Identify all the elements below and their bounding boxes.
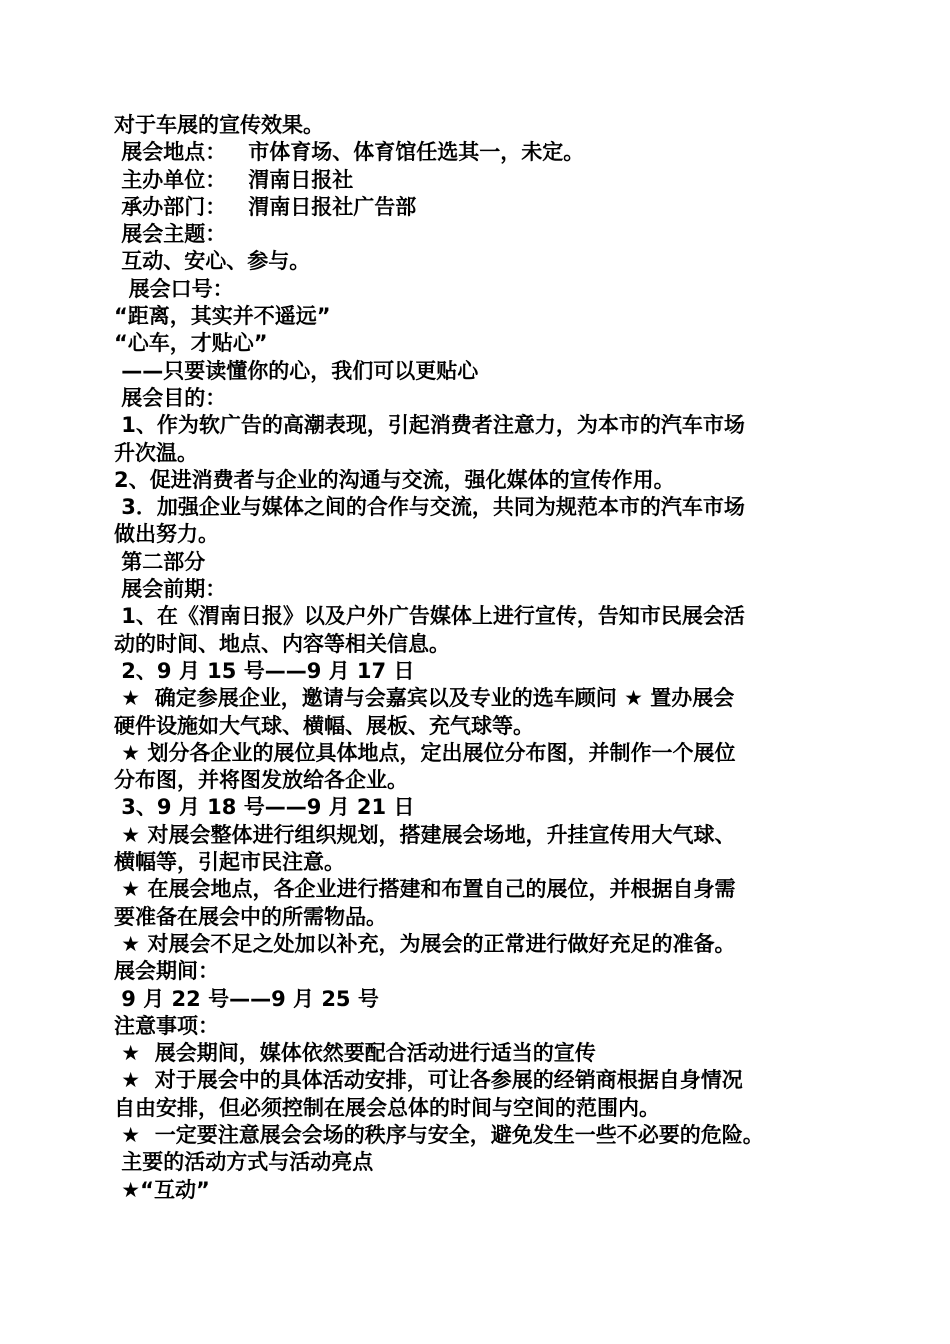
text-line: 互动、安心、参与。 xyxy=(114,249,311,274)
bullet-line: ★ 在展会地点，各企业进行搭建和布置自己的展位，并根据自身需 xyxy=(114,877,736,902)
section-heading: 第二部分 xyxy=(114,549,206,574)
date-line: 3、9 月 18 号——9 月 21 日 xyxy=(114,795,415,820)
bullet-line: ★ 对于展会中的具体活动安排，可让各参展的经销商根据自身情况 xyxy=(114,1068,743,1093)
text-line: 1、在《渭南日报》以及户外广告媒体上进行宣传，告知市民展会活 xyxy=(114,604,745,629)
text-line: 分布图，并将图发放给各企业。 xyxy=(114,768,408,793)
text-line: 展会地点： 市体育场、体育馆任选其一，未定。 xyxy=(114,140,585,165)
bullet-line: ★“互动” xyxy=(114,1177,210,1202)
text-line: 3．加强企业与媒体之间的合作与交流，共同为规范本市的汽车市场 xyxy=(114,495,745,520)
text-line: 动的时间、地点、内容等相关信息。 xyxy=(114,631,450,656)
text-line: 横幅等，引起市民注意。 xyxy=(114,850,345,875)
section-heading: 展会目的： xyxy=(114,385,227,410)
document-body xyxy=(114,112,844,1204)
slogan-line: “距离，其实并不遥远” xyxy=(114,304,331,329)
bullet-line: ★ 展会期间，媒体依然要配合活动进行适当的宣传 xyxy=(114,1041,596,1066)
text-line: 主办单位： 渭南日报社 xyxy=(114,167,354,192)
bullet-line: ★ 对展会不足之处加以补充，为展会的正常进行做好充足的准备。 xyxy=(114,931,736,956)
section-heading: 展会口号： xyxy=(114,276,234,301)
text-line: 自由安排，但必须控制在展会总体的时间与空间的范围内。 xyxy=(114,1095,660,1120)
bullet-line: ★ 一定要注意展会会场的秩序与安全，避免发生一些不必要的危险。 xyxy=(114,1122,764,1147)
date-line: 9 月 22 号——9 月 25 号 xyxy=(114,986,379,1011)
section-heading: 注意事项： xyxy=(114,1013,219,1038)
date-line: 2、9 月 15 号——9 月 17 日 xyxy=(114,658,415,683)
section-heading: 展会期间： xyxy=(114,959,219,984)
text-line: 要准备在展会中的所需物品。 xyxy=(114,904,387,929)
text-line: 做出努力。 xyxy=(114,522,219,547)
bullet-line: ★ 划分各企业的展位具体地点，定出展位分布图，并制作一个展位 xyxy=(114,740,736,765)
section-heading: 展会前期： xyxy=(114,577,227,602)
text-line: 1、作为软广告的高潮表现，引起消费者注意力，为本市的汽车市场 xyxy=(114,413,745,438)
text-line: 承办部门： 渭南日报社广告部 xyxy=(114,194,417,219)
bullet-line: ★ 对展会整体进行组织规划，搭建展会场地，升挂宣传用大气球、 xyxy=(114,822,736,847)
bullet-line: ★ 确定参展企业，邀请与会嘉宾以及专业的选车顾问 ★ 置办展会 xyxy=(114,686,735,711)
slogan-line: ——只要读懂你的心，我们可以更贴心 xyxy=(114,358,479,383)
text-line: 2、促进消费者与企业的沟通与交流，强化媒体的宣传作用。 xyxy=(114,467,675,492)
section-heading: 主要的活动方式与活动亮点 xyxy=(114,1150,374,1175)
section-heading: 展会主题： xyxy=(114,222,227,247)
slogan-line: “心车，才贴心” xyxy=(114,331,268,356)
text-line: 升次温。 xyxy=(114,440,198,465)
text-line: 硬件设施如大气球、横幅、展板、充气球等。 xyxy=(114,713,534,738)
text-line: 对于车展的宣传效果。 xyxy=(114,113,324,137)
